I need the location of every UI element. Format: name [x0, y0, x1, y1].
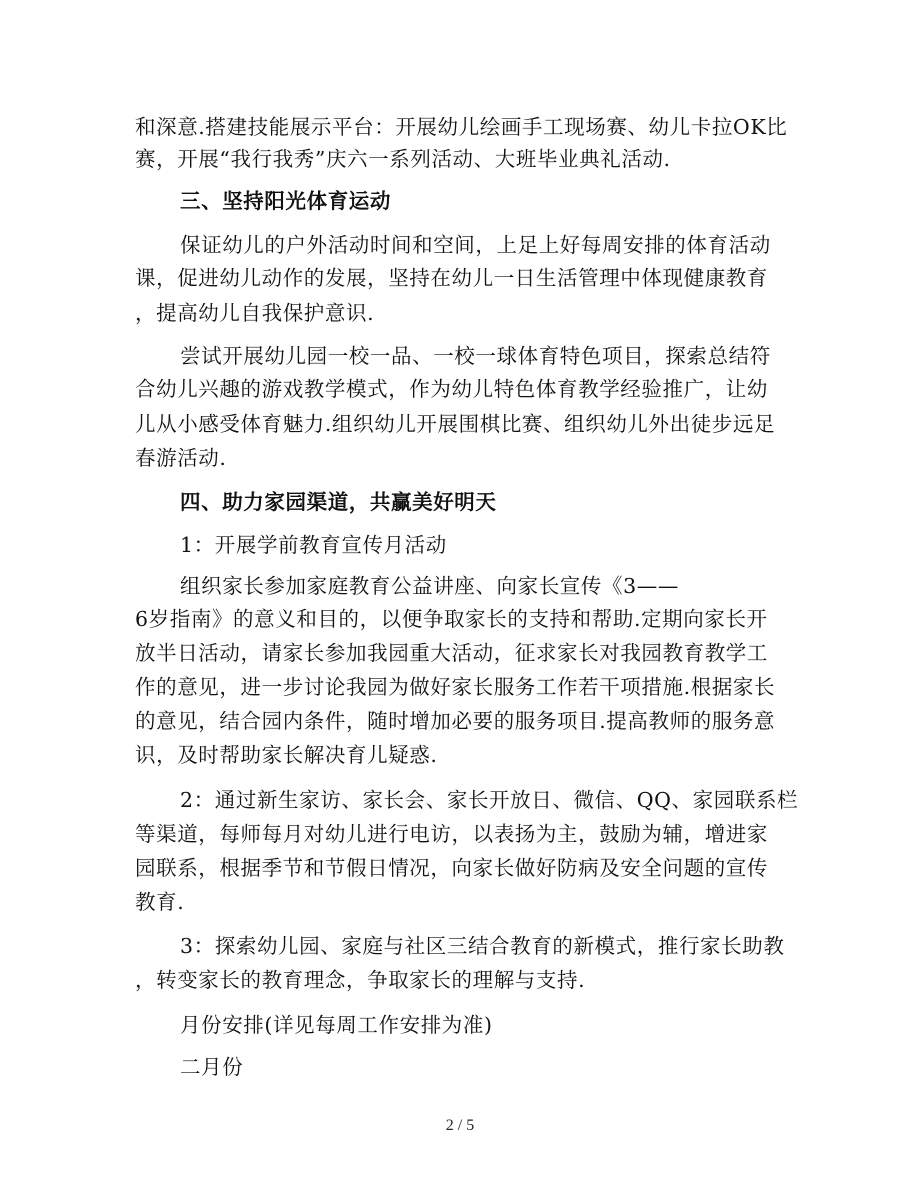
- body-text-line: 6岁指南》的意义和目的，以便争取家长的支持和帮助.定期向家长开: [135, 607, 768, 631]
- body-text-line: ，转变家长的教育理念，争取家长的理解与支持.: [135, 968, 586, 992]
- section-heading: 四、助力家园渠道，共赢美好明天: [180, 490, 497, 514]
- body-text-line: 赛，开展“我行我秀”庆六一系列活动、大班毕业典礼活动.: [135, 147, 671, 171]
- body-text-line: 和深意.搭建技能展示平台：开展幼儿绘画手工现场赛、幼儿卡拉OK比: [135, 115, 788, 139]
- body-text-line: 尝试开展幼儿园一校一品、一校一球体育特色项目，探索总结符: [180, 344, 771, 368]
- body-text-line: 组织家长参加家庭教育公益讲座、向家长宣传《3——: [180, 574, 679, 598]
- body-text-line: ，提高幼儿自我保护意识.: [135, 301, 375, 325]
- body-text-line: 保证幼儿的户外活动时间和空间，上足上好每周安排的体育活动: [180, 233, 771, 257]
- body-text-line: 合幼儿兴趣的游戏教学模式，作为幼儿特色体育教学经验推广，让幼: [135, 377, 768, 401]
- body-text-line: 月份安排(详见每周工作安排为准): [180, 1013, 493, 1037]
- body-text-line: 作的意见，进一步讨论我园为做好家长服务工作若干项措施.根据家长: [135, 675, 776, 699]
- body-text-line: 的意见，结合园内条件，随时增加必要的服务项目.提高教师的服务意: [135, 709, 776, 733]
- body-text-line: 春游活动.: [135, 446, 227, 470]
- section-heading: 三、坚持阳光体育运动: [180, 189, 391, 213]
- subheading-line: 1：开展学前教育宣传月活动: [180, 533, 447, 557]
- body-text-line: 2：通过新生家访、家长会、家长开放日、微信、QQ、家园联系栏: [180, 788, 799, 812]
- body-text-line: 儿从小感受体育魅力.组织幼儿开展围棋比赛、组织幼儿外出徒步远足: [135, 412, 776, 436]
- body-text-line: 二月份: [180, 1055, 244, 1079]
- body-text-line: 等渠道，每师每月对幼儿进行电访，以表扬为主，鼓励为辅，增进家: [135, 822, 768, 846]
- body-text-line: 园联系，根据季节和节假日情况，向家长做好防病及安全问题的宣传: [135, 856, 768, 880]
- body-text-line: 放半日活动，请家长参加我园重大活动，征求家长对我园教育教学工: [135, 641, 768, 665]
- body-text-line: 3：探索幼儿园、家庭与社区三结合教育的新模式，推行家长助教: [180, 934, 785, 958]
- body-text-line: 教育.: [135, 890, 185, 914]
- body-text-line: 识，及时帮助家长解决育儿疑惑.: [135, 743, 438, 767]
- body-text-line: 课，促进幼儿动作的发展，坚持在幼儿一日生活管理中体现健康教育: [135, 266, 768, 290]
- page-number: 2 / 5: [445, 1117, 475, 1134]
